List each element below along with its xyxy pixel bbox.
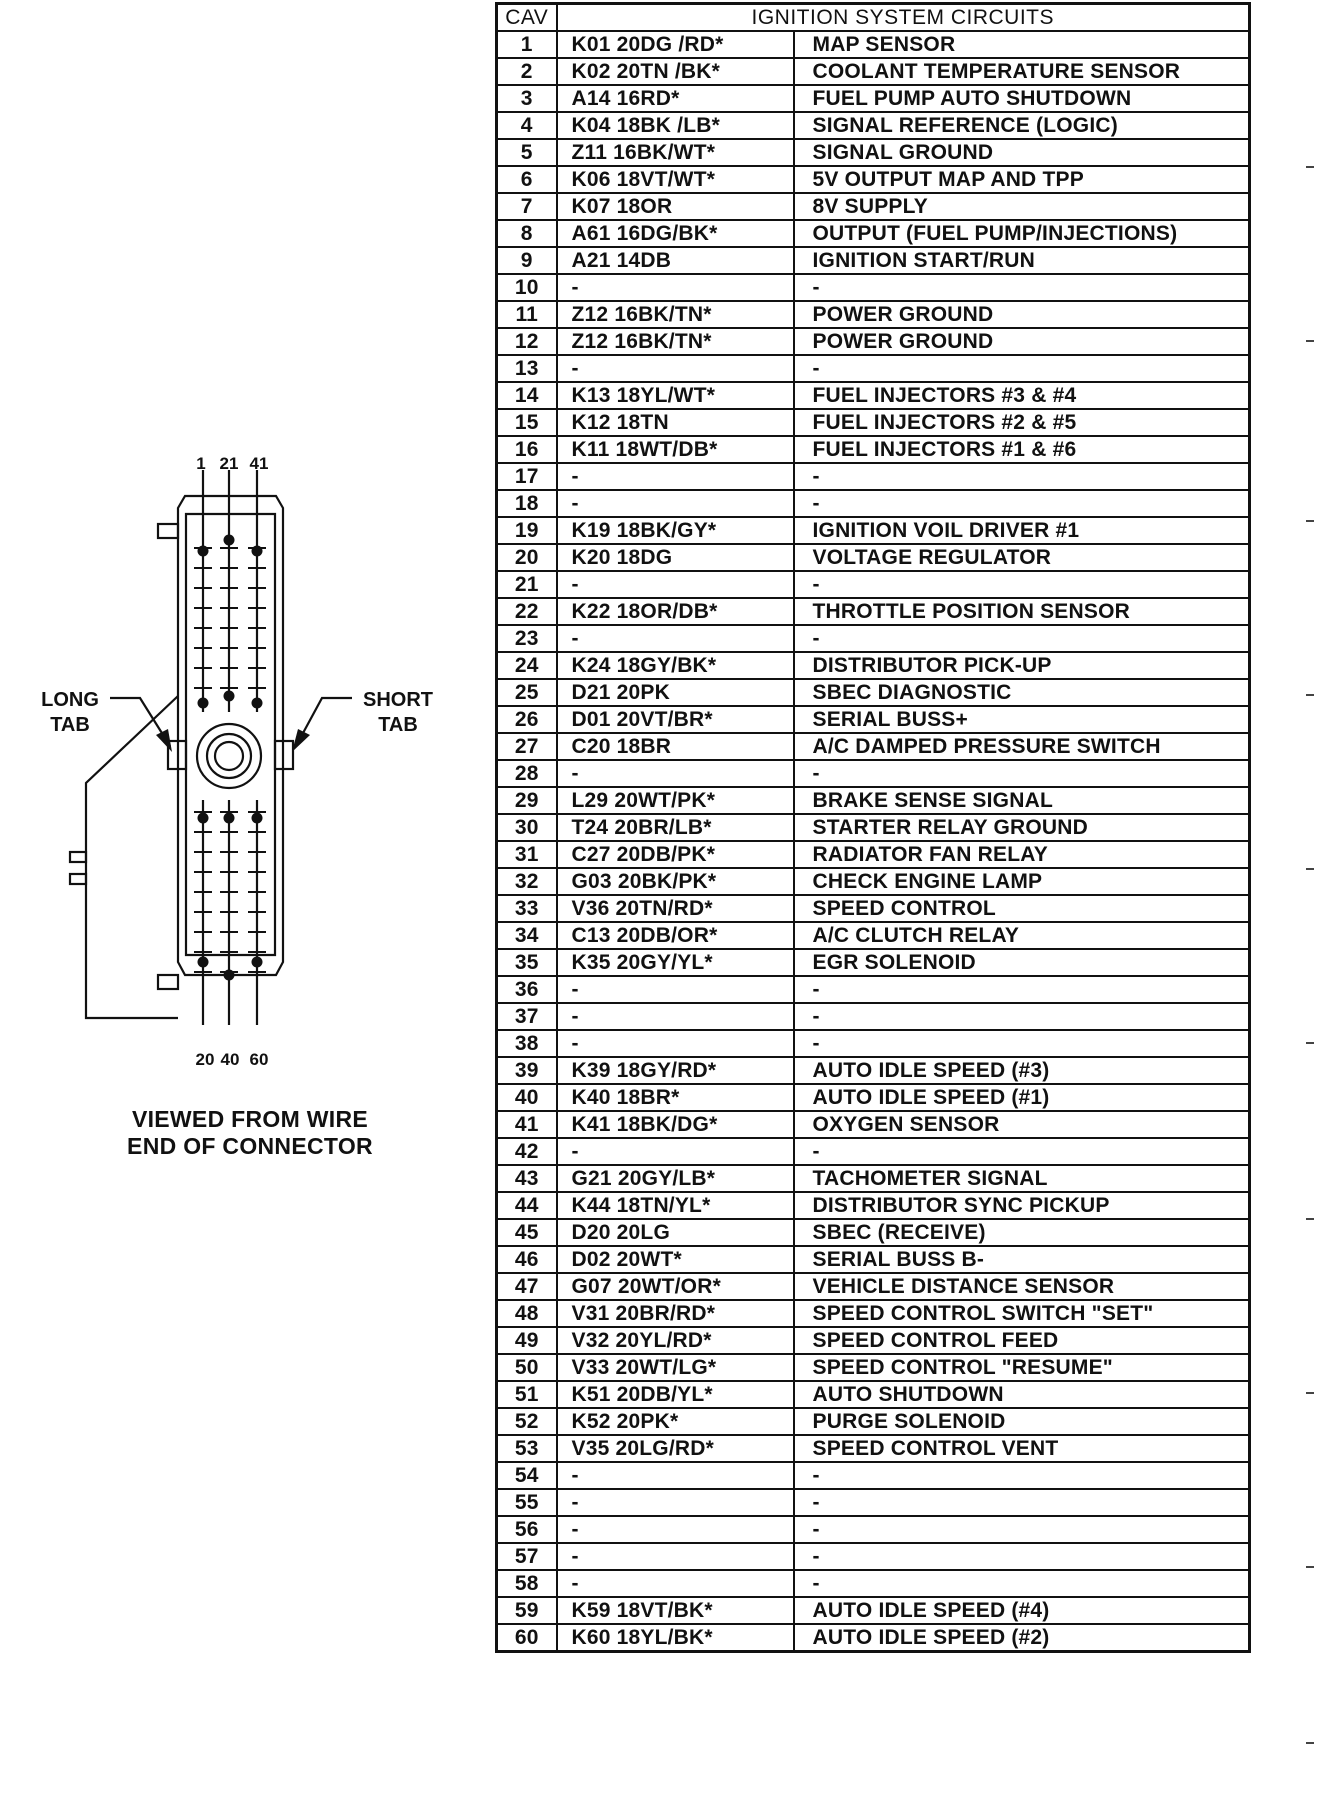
scan-speck — [1306, 694, 1314, 696]
circuit-function: EGR SOLENOID — [794, 949, 1250, 976]
cavity-number: 33 — [497, 895, 557, 922]
cavity-number: 31 — [497, 841, 557, 868]
cavity-number: 21 — [497, 571, 557, 598]
wire-code: - — [557, 274, 794, 301]
cavity-number: 26 — [497, 706, 557, 733]
wire-code: - — [557, 355, 794, 382]
caption-line-1: VIEWED FROM WIRE — [131, 1106, 369, 1132]
table-row — [497, 733, 1250, 760]
wire-code: V35 20LG/RD* — [557, 1435, 794, 1462]
circuit-function: AUTO IDLE SPEED (#3) — [794, 1057, 1250, 1084]
wire-code: V33 20WT/LG* — [557, 1354, 794, 1381]
table-row — [497, 220, 1250, 247]
circuit-function: - — [794, 1138, 1250, 1165]
table-row — [497, 760, 1250, 787]
circuit-function: - — [794, 1543, 1250, 1570]
wire-code: T24 20BR/LB* — [557, 814, 794, 841]
wire-code: Z11 16BK/WT* — [557, 139, 794, 166]
wire-code: K06 18VT/WT* — [557, 166, 794, 193]
circuit-function: - — [794, 1516, 1250, 1543]
cavity-number: 54 — [497, 1462, 557, 1489]
cavity-number: 10 — [497, 274, 557, 301]
circuit-function: IGNITION START/RUN — [794, 247, 1250, 274]
wire-code: A21 14DB — [557, 247, 794, 274]
circuit-function: FUEL PUMP AUTO SHUTDOWN — [794, 85, 1250, 112]
cavity-number: 51 — [497, 1381, 557, 1408]
table-row — [497, 490, 1250, 517]
circuit-function: FUEL INJECTORS #1 & #6 — [794, 436, 1250, 463]
circuit-function: - — [794, 274, 1250, 301]
wire-code: K44 18TN/YL* — [557, 1192, 794, 1219]
cavity-number: 14 — [497, 382, 557, 409]
table-row — [497, 1165, 1250, 1192]
table-row — [497, 949, 1250, 976]
wire-code: K12 18TN — [557, 409, 794, 436]
table-row — [497, 1516, 1250, 1543]
table-row — [497, 625, 1250, 652]
table-row — [497, 679, 1250, 706]
cavity-number: 55 — [497, 1489, 557, 1516]
short-tab-label-line2: TAB — [378, 714, 418, 736]
wire-code: - — [557, 760, 794, 787]
table-row — [497, 1489, 1250, 1516]
scan-speck — [1306, 1392, 1314, 1394]
wire-code: D02 20WT* — [557, 1246, 794, 1273]
cavity-number: 15 — [497, 409, 557, 436]
table-row — [497, 58, 1250, 85]
table-row — [497, 868, 1250, 895]
pin-label-60: 60 — [249, 1050, 269, 1069]
terminal-dot — [224, 970, 235, 981]
wire-code: D20 20LG — [557, 1219, 794, 1246]
cavity-number: 1 — [497, 31, 557, 58]
wire-code: K39 18GY/RD* — [557, 1057, 794, 1084]
scan-speck — [1306, 868, 1314, 870]
lower-latch — [158, 975, 178, 989]
short-tab-label-line1: SHORT — [363, 689, 433, 711]
cavity-number: 42 — [497, 1138, 557, 1165]
circuit-function: A/C DAMPED PRESSURE SWITCH — [794, 733, 1250, 760]
circuit-function: SERIAL BUSS B- — [794, 1246, 1250, 1273]
wire-code: D01 20VT/BR* — [557, 706, 794, 733]
circuit-function: FUEL INJECTORS #3 & #4 — [794, 382, 1250, 409]
wire-code: A61 16DG/BK* — [557, 220, 794, 247]
pin-label-1: 1 — [196, 454, 206, 473]
circuit-function: - — [794, 1462, 1250, 1489]
cavity-number: 30 — [497, 814, 557, 841]
wire-code: Z12 16BK/TN* — [557, 328, 794, 355]
terminal-dot — [252, 546, 263, 557]
cavity-number: 57 — [497, 1543, 557, 1570]
terminal-dot — [224, 813, 235, 824]
caption-line-2: END OF CONNECTOR — [127, 1133, 373, 1159]
cavity-number: 12 — [497, 328, 557, 355]
table-row — [497, 1624, 1250, 1652]
cavity-number: 29 — [497, 787, 557, 814]
table-row — [497, 922, 1250, 949]
cavity-number: 47 — [497, 1273, 557, 1300]
circuit-function: OXYGEN SENSOR — [794, 1111, 1250, 1138]
table-body — [497, 31, 1250, 1652]
cavity-number: 32 — [497, 868, 557, 895]
table-row — [497, 706, 1250, 733]
table-row — [497, 1138, 1250, 1165]
wire-code: K52 20PK* — [557, 1408, 794, 1435]
table-row — [497, 571, 1250, 598]
wire-code: K02 20TN /BK* — [557, 58, 794, 85]
circuit-function: RADIATOR FAN RELAY — [794, 841, 1250, 868]
circuit-function: STARTER RELAY GROUND — [794, 814, 1250, 841]
cavity-number: 13 — [497, 355, 557, 382]
wire-code: - — [557, 976, 794, 1003]
wire-code: G07 20WT/OR* — [557, 1273, 794, 1300]
terminal-dot — [198, 957, 209, 968]
cavity-number: 24 — [497, 652, 557, 679]
wire-code: C20 18BR — [557, 733, 794, 760]
wire-code: - — [557, 1462, 794, 1489]
table-row — [497, 112, 1250, 139]
cavity-number: 2 — [497, 58, 557, 85]
table-row — [497, 301, 1250, 328]
circuit-function: - — [794, 1489, 1250, 1516]
short-tab-arrowhead — [292, 729, 310, 752]
table-row — [497, 139, 1250, 166]
cavity-number: 5 — [497, 139, 557, 166]
wire-code: - — [557, 1489, 794, 1516]
cavity-number: 22 — [497, 598, 557, 625]
table-row — [497, 895, 1250, 922]
wire-code: K24 18GY/BK* — [557, 652, 794, 679]
scan-speck — [1306, 340, 1314, 342]
table-row — [497, 976, 1250, 1003]
table-row — [497, 328, 1250, 355]
cavity-number: 23 — [497, 625, 557, 652]
wire-code: K20 18DG — [557, 544, 794, 571]
circuit-function: 5V OUTPUT MAP AND TPP — [794, 166, 1250, 193]
circuit-function: SPEED CONTROL VENT — [794, 1435, 1250, 1462]
table-row — [497, 1462, 1250, 1489]
circuit-function: - — [794, 625, 1250, 652]
pin-label-41: 41 — [249, 454, 269, 473]
cavity-number: 16 — [497, 436, 557, 463]
circuit-function: AUTO SHUTDOWN — [794, 1381, 1250, 1408]
wire-code: D21 20PK — [557, 679, 794, 706]
circuit-function: PURGE SOLENOID — [794, 1408, 1250, 1435]
wire-code: - — [557, 571, 794, 598]
pin-label-40: 40 — [220, 1050, 240, 1069]
circuit-function: FUEL INJECTORS #2 & #5 — [794, 409, 1250, 436]
table-row — [497, 1273, 1250, 1300]
cavity-number: 44 — [497, 1192, 557, 1219]
wire-code: - — [557, 1030, 794, 1057]
wire-code: V32 20YL/RD* — [557, 1327, 794, 1354]
wire-code: C27 20DB/PK* — [557, 841, 794, 868]
circuit-function: - — [794, 463, 1250, 490]
table-row — [497, 31, 1250, 58]
wire-code: K51 20DB/YL* — [557, 1381, 794, 1408]
scan-speck — [1306, 1042, 1314, 1044]
table-header-row — [497, 4, 1250, 32]
wire-code: V31 20BR/RD* — [557, 1300, 794, 1327]
table-row — [497, 1084, 1250, 1111]
wire-code: - — [557, 1138, 794, 1165]
wire-code: K11 18WT/DB* — [557, 436, 794, 463]
table-row — [497, 85, 1250, 112]
cavity-number: 37 — [497, 1003, 557, 1030]
table-row — [497, 517, 1250, 544]
wire-code: C13 20DB/OR* — [557, 922, 794, 949]
circuit-function: OUTPUT (FUEL PUMP/INJECTIONS) — [794, 220, 1250, 247]
cavity-number: 3 — [497, 85, 557, 112]
header-title: IGNITION SYSTEM CIRCUITS — [557, 4, 1250, 32]
wire-code: - — [557, 1570, 794, 1597]
cavity-number: 46 — [497, 1246, 557, 1273]
cavity-number: 20 — [497, 544, 557, 571]
wire-code: K59 18VT/BK* — [557, 1597, 794, 1624]
cavity-number: 6 — [497, 166, 557, 193]
cavity-number: 25 — [497, 679, 557, 706]
cavity-number: 41 — [497, 1111, 557, 1138]
center-boss-inner — [215, 742, 243, 770]
table-row — [497, 598, 1250, 625]
scan-speck — [1306, 166, 1314, 168]
circuit-function: CHECK ENGINE LAMP — [794, 868, 1250, 895]
cavity-number: 8 — [497, 220, 557, 247]
table-row — [497, 166, 1250, 193]
terminal-dot — [224, 691, 235, 702]
terminal-dot — [252, 957, 263, 968]
terminal-dot — [252, 698, 263, 709]
cavity-number: 58 — [497, 1570, 557, 1597]
table-row — [497, 1192, 1250, 1219]
scan-speck — [1306, 1566, 1314, 1568]
cavity-number: 28 — [497, 760, 557, 787]
circuit-function: - — [794, 490, 1250, 517]
circuit-function: - — [794, 571, 1250, 598]
long-tab-label-line2: TAB — [50, 714, 90, 736]
cavity-number: 39 — [497, 1057, 557, 1084]
ignition-circuits-table — [495, 2, 1251, 1653]
wire-code: K22 18OR/DB* — [557, 598, 794, 625]
circuit-function: SBEC (RECEIVE) — [794, 1219, 1250, 1246]
connector-diagram — [0, 0, 480, 1100]
table-row — [497, 409, 1250, 436]
wire-code: G21 20GY/LB* — [557, 1165, 794, 1192]
terminal-dot — [224, 535, 235, 546]
table-row — [497, 1543, 1250, 1570]
terminal-dot — [198, 698, 209, 709]
upper-latch — [158, 524, 178, 538]
cavity-number: 48 — [497, 1300, 557, 1327]
cavity-number: 19 — [497, 517, 557, 544]
circuit-function: SBEC DIAGNOSTIC — [794, 679, 1250, 706]
cavity-number: 52 — [497, 1408, 557, 1435]
circuit-function: THROTTLE POSITION SENSOR — [794, 598, 1250, 625]
circuit-function: SPEED CONTROL SWITCH "SET" — [794, 1300, 1250, 1327]
table-row — [497, 1030, 1250, 1057]
table-row — [497, 841, 1250, 868]
wire-code: - — [557, 1543, 794, 1570]
terminal-dot — [252, 813, 263, 824]
circuit-function: DISTRIBUTOR SYNC PICKUP — [794, 1192, 1250, 1219]
table-row — [497, 355, 1250, 382]
circuit-function: - — [794, 976, 1250, 1003]
cavity-number: 35 — [497, 949, 557, 976]
cavity-number: 43 — [497, 1165, 557, 1192]
terminal-dot — [198, 546, 209, 557]
wire-code: K41 18BK/DG* — [557, 1111, 794, 1138]
wire-code: A14 16RD* — [557, 85, 794, 112]
table-row — [497, 1300, 1250, 1327]
circuit-function: AUTO IDLE SPEED (#2) — [794, 1624, 1250, 1652]
table-row — [497, 544, 1250, 571]
table-row — [497, 436, 1250, 463]
wire-code: K60 18YL/BK* — [557, 1624, 794, 1652]
wire-code: L29 20WT/PK* — [557, 787, 794, 814]
terminal-dot — [198, 813, 209, 824]
cavity-number: 4 — [497, 112, 557, 139]
circuit-function: - — [794, 760, 1250, 787]
bracket-clip-lower — [70, 874, 86, 884]
table-row — [497, 1354, 1250, 1381]
pin-label-20: 20 — [195, 1050, 215, 1069]
circuit-function: AUTO IDLE SPEED (#1) — [794, 1084, 1250, 1111]
circuit-function: - — [794, 355, 1250, 382]
cavity-number: 7 — [497, 193, 557, 220]
wire-code: K19 18BK/GY* — [557, 517, 794, 544]
table-row — [497, 1219, 1250, 1246]
wire-code: K07 18OR — [557, 193, 794, 220]
cavity-number: 40 — [497, 1084, 557, 1111]
cavity-number: 38 — [497, 1030, 557, 1057]
table-row — [497, 1057, 1250, 1084]
circuit-function: - — [794, 1030, 1250, 1057]
wire-code: K01 20DG /RD* — [557, 31, 794, 58]
table-row — [497, 247, 1250, 274]
cavity-number: 50 — [497, 1354, 557, 1381]
connector-caption — [70, 1106, 430, 1160]
table-row — [497, 652, 1250, 679]
cavity-number: 34 — [497, 922, 557, 949]
bracket-clip-upper — [70, 852, 86, 862]
table-row — [497, 193, 1250, 220]
circuit-function: IGNITION VOIL DRIVER #1 — [794, 517, 1250, 544]
pin-label-21: 21 — [219, 454, 239, 473]
circuit-function: VEHICLE DISTANCE SENSOR — [794, 1273, 1250, 1300]
wire-code: K35 20GY/YL* — [557, 949, 794, 976]
table-row — [497, 1327, 1250, 1354]
table-row — [497, 1003, 1250, 1030]
circuit-function: SPEED CONTROL — [794, 895, 1250, 922]
header-cav: CAV — [497, 4, 557, 32]
center-boss-ring — [207, 734, 251, 778]
table-row — [497, 1408, 1250, 1435]
table-row — [497, 787, 1250, 814]
circuit-function: POWER GROUND — [794, 328, 1250, 355]
table-row — [497, 1435, 1250, 1462]
circuit-function: - — [794, 1570, 1250, 1597]
scan-speck — [1306, 520, 1314, 522]
circuit-function: DISTRIBUTOR PICK-UP — [794, 652, 1250, 679]
wire-code: K40 18BR* — [557, 1084, 794, 1111]
wire-code: - — [557, 1516, 794, 1543]
cavity-number: 45 — [497, 1219, 557, 1246]
circuit-function: SIGNAL GROUND — [794, 139, 1250, 166]
wire-code: K13 18YL/WT* — [557, 382, 794, 409]
table-row — [497, 1381, 1250, 1408]
wire-code: - — [557, 1003, 794, 1030]
cavity-number: 9 — [497, 247, 557, 274]
circuit-function: BRAKE SENSE SIGNAL — [794, 787, 1250, 814]
circuit-function: COOLANT TEMPERATURE SENSOR — [794, 58, 1250, 85]
wire-code: - — [557, 463, 794, 490]
table-row — [497, 382, 1250, 409]
cavity-number: 60 — [497, 1624, 557, 1652]
circuit-function: A/C CLUTCH RELAY — [794, 922, 1250, 949]
cavity-number: 17 — [497, 463, 557, 490]
cavity-number: 11 — [497, 301, 557, 328]
circuit-function: SPEED CONTROL FEED — [794, 1327, 1250, 1354]
circuit-function: AUTO IDLE SPEED (#4) — [794, 1597, 1250, 1624]
circuit-function: VOLTAGE REGULATOR — [794, 544, 1250, 571]
table-row — [497, 1597, 1250, 1624]
scan-speck — [1306, 1742, 1314, 1744]
wire-code: V36 20TN/RD* — [557, 895, 794, 922]
table-row — [497, 463, 1250, 490]
cavity-number: 36 — [497, 976, 557, 1003]
wire-code: - — [557, 625, 794, 652]
cavity-number: 49 — [497, 1327, 557, 1354]
circuit-function: - — [794, 1003, 1250, 1030]
cavity-number: 27 — [497, 733, 557, 760]
circuit-function: MAP SENSOR — [794, 31, 1250, 58]
circuit-function: TACHOMETER SIGNAL — [794, 1165, 1250, 1192]
wire-code: Z12 16BK/TN* — [557, 301, 794, 328]
cavity-number: 59 — [497, 1597, 557, 1624]
wire-code: K04 18BK /LB* — [557, 112, 794, 139]
table-row — [497, 1111, 1250, 1138]
circuit-function: SPEED CONTROL "RESUME" — [794, 1354, 1250, 1381]
circuit-function: SERIAL BUSS+ — [794, 706, 1250, 733]
wire-code: G03 20BK/PK* — [557, 868, 794, 895]
long-tab-label-line1: LONG — [41, 689, 99, 711]
circuit-function: SIGNAL REFERENCE (LOGIC) — [794, 112, 1250, 139]
wire-code: - — [557, 490, 794, 517]
circuit-function: POWER GROUND — [794, 301, 1250, 328]
table-row — [497, 814, 1250, 841]
cavity-number: 56 — [497, 1516, 557, 1543]
long-tab-arrowhead — [156, 729, 172, 752]
scan-speck — [1306, 1218, 1314, 1220]
cavity-number: 18 — [497, 490, 557, 517]
table-row — [497, 1246, 1250, 1273]
cavity-number: 53 — [497, 1435, 557, 1462]
circuit-function: 8V SUPPLY — [794, 193, 1250, 220]
table-row — [497, 1570, 1250, 1597]
table-row — [497, 274, 1250, 301]
housing-bracket — [86, 696, 178, 1018]
